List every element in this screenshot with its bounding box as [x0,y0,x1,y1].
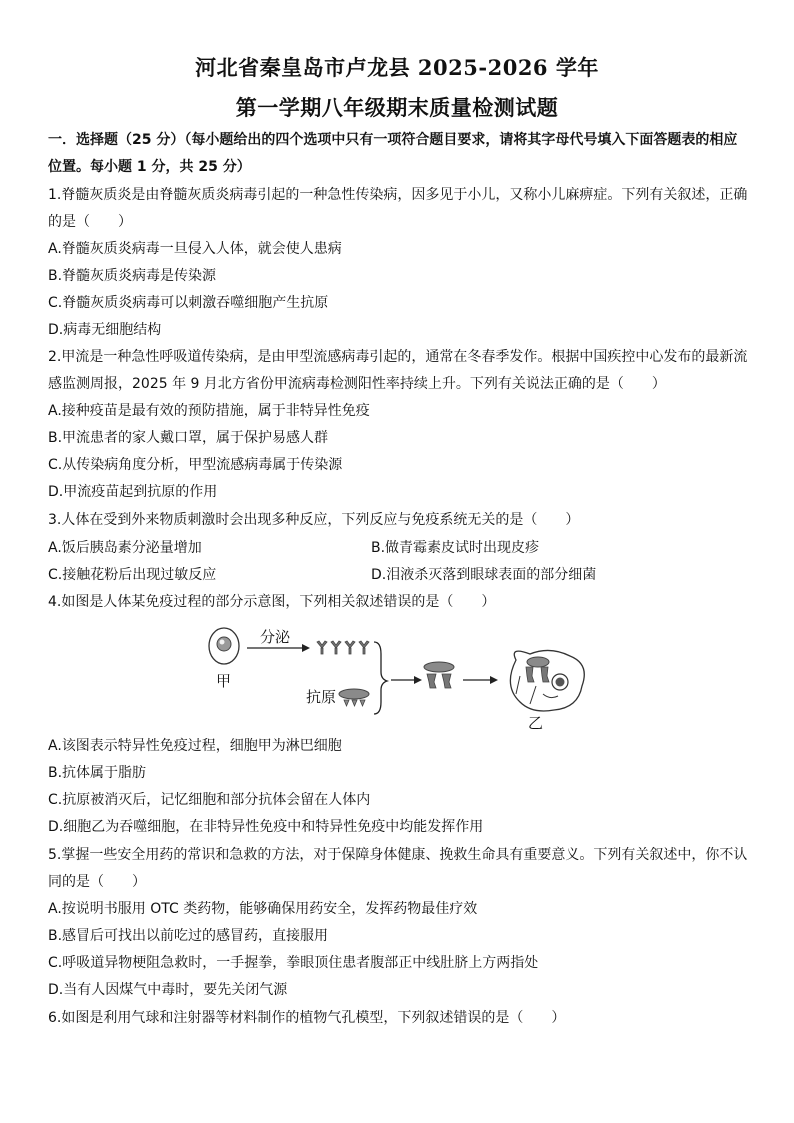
question-5-option-b: B.感冒后可找出以前吃过的感冒药，直接服用 [48,928,329,944]
question-4-option-c: C.抗原被消灭后，记忆细胞和部分抗体会留在人体内 [48,792,371,808]
question-3-option-b: B.做青霉素皮试时出现皮疹 [371,540,540,556]
question-5-stem: 5.掌握一些安全用药的常识和急救的方法，对于保障身体健康、挽救生命具有重要意义。下列有关叙述中，你不认 [48,847,748,863]
question-5-stem: 同的是（ ） [48,874,146,890]
label-jia: 甲 [216,672,232,690]
exam-title-line1: 河北省秦皇岛市卢龙县 2025-2026 学年 [195,55,599,80]
label-yi: 乙 [528,714,544,732]
question-5-option-c: C.呼吸道异物梗阻急救时，一手握拳，拳眼顶住患者腹部正中线肚脐上方两指处 [48,955,539,971]
secrete-arrow-head [302,644,310,652]
complex-antigen [424,662,454,672]
label-antigen: 抗原 [306,688,337,706]
question-3-option-a: A.饭后胰岛素分泌量增加 [48,540,202,556]
cell-yi-nucleolus [556,678,565,687]
question-5-option-a: A.按说明书服用 OTC 类药物，能够确保用药安全，发挥药物最佳疗效 [48,901,478,917]
question-2-stem: 感监测周报，2025 年 9 月北方省份甲流病毒检测阳性率持续上升。下列有关说法正确的是（ ） [48,376,666,392]
question-3-option-d: D.泪液杀灭落到眼球表面的部分细菌 [371,567,597,583]
question-2-option-d: D.甲流疫苗起到抗原的作用 [48,484,218,500]
question-2-option-b: B.甲流患者的家人戴口罩，属于保护易感人群 [48,430,329,446]
question-6-stem: 6.如图是利用气球和注射器等材料制作的植物气孔模型，下列叙述错误的是（ ） [48,1010,566,1026]
antigen-receptors [344,700,365,706]
section-instruction: 位置。每小题 1 分，共 25 分） [48,159,251,175]
question-1-stem: 的是（ ） [48,214,132,230]
immune-process-figure [198,624,598,734]
question-4-stem: 4.如图是人体某免疫过程的部分示意图，下列相关叙述错误的是（ ） [48,594,496,610]
antibody-group [317,641,369,654]
question-4-option-d: D.细胞乙为吞噬细胞，在非特异性免疫中和特异性免疫中均能发挥作用 [48,819,484,835]
question-2-option-c: C.从传染病角度分析，甲型流感病毒属于传染源 [48,457,343,473]
exam-title-line2: 第一学期八年级期末质量检测试题 [235,95,559,120]
question-2-stem: 2.甲流是一种急性呼吸道传染病，是由甲型流感病毒引起的，通常在冬春季发作。根据中国疾控中心发布的最新流 [48,349,748,365]
complex-antibodies [427,674,451,688]
question-1-option-a: A.脊髓灰质炎病毒一旦侵入人体，就会使人患病 [48,241,342,257]
cell-jia-nucleolus [220,640,225,645]
combine-arrow-head [414,676,422,684]
label-secrete: 分泌 [260,628,291,646]
cell-yi-engulfed-antigen [527,657,549,667]
question-1-option-c: C.脊髓灰质炎病毒可以刺激吞噬细胞产生抗原 [48,295,329,311]
question-1-stem: 1.脊髓灰质炎是由脊髓灰质炎病毒引起的一种急性传染病，因多见于小儿，又称小儿麻痹症。下列有关叙述，正确 [48,187,748,203]
question-4-option-a: A.该图表示特异性免疫过程，细胞甲为淋巴细胞 [48,738,342,754]
engulf-arrow-head [490,676,498,684]
antigen-body [339,689,369,699]
question-1-option-d: D.病毒无细胞结构 [48,322,162,338]
question-3-stem: 3.人体在受到外来物质刺激时会出现多种反应，下列反应与免疫系统无关的是（ ） [48,512,580,528]
question-2-option-a: A.接种疫苗是最有效的预防措施，属于非特异性免疫 [48,403,370,419]
section-instruction: 一．选择题（25 分）（每小题给出的四个选项中只有一项符合题目要求，请将其字母代号填入下面答题表的相应 [48,132,738,148]
brace-shape [374,642,387,714]
question-4-option-b: B.抗体属于脂肪 [48,765,147,781]
question-5-option-d: D.当有人因煤气中毒时，要先关闭气源 [48,982,288,998]
question-1-option-b: B.脊髓灰质炎病毒是传染源 [48,268,217,284]
question-3-option-c: C.接触花粉后出现过敏反应 [48,567,217,583]
cell-jia-nucleus [217,637,231,651]
